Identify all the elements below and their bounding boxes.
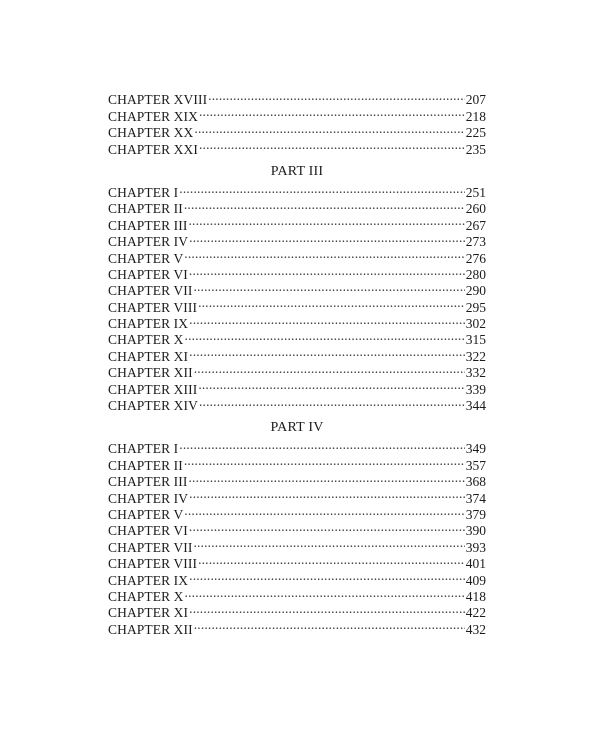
- toc-entry[interactable]: [108, 263, 486, 279]
- page-number: 218: [465, 108, 486, 121]
- toc-entry[interactable]: [108, 377, 486, 393]
- chapter-label: CHAPTER XI: [108, 348, 189, 361]
- chapter-label: CHAPTER III: [108, 217, 188, 230]
- page-number: 315: [465, 332, 486, 345]
- chapter-label: CHAPTER XIV: [108, 398, 198, 411]
- page-number: 207: [465, 92, 486, 105]
- toc-entry[interactable]: [108, 394, 486, 410]
- toc-entry[interactable]: [108, 486, 486, 502]
- page-number: 368: [465, 474, 486, 487]
- page-number: 235: [465, 141, 486, 154]
- page-number: 273: [465, 234, 486, 247]
- toc-entry-list: [108, 437, 486, 634]
- toc-entry[interactable]: [108, 121, 486, 137]
- page-number: 302: [465, 316, 486, 329]
- toc-entry[interactable]: [108, 568, 486, 584]
- dot-leader: [194, 121, 464, 137]
- toc-entry[interactable]: [108, 503, 486, 519]
- page-number: 344: [465, 398, 486, 411]
- dot-leader: [208, 88, 465, 104]
- page-number: 280: [465, 266, 486, 279]
- dot-leader: [189, 601, 465, 617]
- dot-leader: [179, 437, 464, 453]
- toc-entry[interactable]: [108, 104, 486, 120]
- page-number: 432: [465, 621, 486, 634]
- page-number: 290: [465, 283, 486, 296]
- chapter-label: CHAPTER I: [108, 184, 179, 197]
- dot-leader: [188, 470, 464, 486]
- page-number: 322: [465, 348, 486, 361]
- dot-leader: [188, 213, 464, 229]
- toc-entry[interactable]: [108, 181, 486, 197]
- dot-leader: [189, 344, 465, 360]
- dot-leader: [198, 377, 464, 393]
- page-number: 225: [465, 125, 486, 138]
- toc-entry[interactable]: [108, 295, 486, 311]
- toc-entry[interactable]: [108, 361, 486, 377]
- page-number: 409: [465, 572, 486, 585]
- dot-leader: [193, 279, 464, 295]
- dot-leader: [198, 552, 465, 568]
- dot-leader: [189, 312, 465, 328]
- chapter-label: CHAPTER II: [108, 201, 183, 214]
- page-number: 332: [465, 365, 486, 378]
- dot-leader: [199, 104, 465, 120]
- toc-entry[interactable]: [108, 279, 486, 295]
- chapter-label: CHAPTER II: [108, 457, 183, 470]
- table-of-contents: [108, 88, 486, 634]
- toc-section-continued: [108, 88, 486, 154]
- page-number: 267: [465, 217, 486, 230]
- dot-leader: [185, 585, 465, 601]
- chapter-label: CHAPTER VII: [108, 283, 193, 296]
- toc-entry[interactable]: [108, 470, 486, 486]
- toc-entry-list: [108, 88, 486, 154]
- page-number: 374: [465, 490, 486, 503]
- dot-leader: [184, 503, 464, 519]
- dot-leader: [189, 230, 465, 246]
- part-heading: PART IV: [270, 420, 324, 436]
- chapter-label: CHAPTER VIII: [108, 556, 198, 569]
- chapter-label: CHAPTER III: [108, 474, 188, 487]
- toc-section-part-iv: [108, 419, 486, 634]
- dot-leader: [198, 295, 465, 311]
- dot-leader: [189, 263, 465, 279]
- page-number: 393: [465, 539, 486, 552]
- toc-entry[interactable]: [108, 88, 486, 104]
- toc-entry[interactable]: [108, 197, 486, 213]
- page-number: 295: [465, 299, 486, 312]
- dot-leader: [194, 361, 465, 377]
- page-number: 357: [465, 457, 486, 470]
- chapter-label: CHAPTER IV: [108, 234, 189, 247]
- chapter-label: CHAPTER V: [108, 250, 184, 263]
- dot-leader: [189, 486, 465, 502]
- toc-entry[interactable]: [108, 453, 486, 469]
- chapter-label: CHAPTER I: [108, 441, 179, 454]
- page-number: 349: [465, 441, 486, 454]
- toc-entry[interactable]: [108, 246, 486, 262]
- chapter-label: CHAPTER VI: [108, 523, 188, 536]
- chapter-label: CHAPTER XII: [108, 365, 193, 378]
- dot-leader: [185, 328, 465, 344]
- dot-leader: [184, 197, 465, 213]
- dot-leader: [189, 519, 465, 535]
- toc-entry[interactable]: [108, 552, 486, 568]
- dot-leader: [189, 568, 465, 584]
- chapter-label: CHAPTER X: [108, 588, 184, 601]
- toc-entry[interactable]: [108, 344, 486, 360]
- page-number: 401: [465, 556, 486, 569]
- page-number: 379: [465, 506, 486, 519]
- chapter-label: CHAPTER XVIII: [108, 92, 208, 105]
- dot-leader: [199, 137, 465, 153]
- toc-entry[interactable]: [108, 437, 486, 453]
- page-number: 251: [465, 184, 486, 197]
- page-number: 339: [465, 381, 486, 394]
- chapter-label: CHAPTER IV: [108, 490, 189, 503]
- toc-entry[interactable]: [108, 312, 486, 328]
- chapter-label: CHAPTER VIII: [108, 299, 198, 312]
- chapter-label: CHAPTER X: [108, 332, 184, 345]
- dot-leader: [194, 617, 465, 633]
- toc-entry[interactable]: [108, 230, 486, 246]
- chapter-label: CHAPTER V: [108, 506, 184, 519]
- page-number: 390: [465, 523, 486, 536]
- toc-entry[interactable]: [108, 535, 486, 551]
- page-number: 422: [465, 605, 486, 618]
- toc-entry[interactable]: [108, 617, 486, 633]
- toc-entry[interactable]: [108, 519, 486, 535]
- chapter-label: CHAPTER XXI: [108, 141, 198, 154]
- toc-entry-list: [108, 181, 486, 410]
- chapter-label: CHAPTER IX: [108, 572, 189, 585]
- page-number: 276: [465, 250, 486, 263]
- toc-entry[interactable]: [108, 213, 486, 229]
- chapter-label: CHAPTER XX: [108, 125, 194, 138]
- chapter-label: CHAPTER XI: [108, 605, 189, 618]
- toc-entry[interactable]: [108, 328, 486, 344]
- chapter-label: CHAPTER XIII: [108, 381, 198, 394]
- chapter-label: CHAPTER VI: [108, 266, 188, 279]
- part-heading: PART III: [270, 163, 324, 179]
- chapter-label: CHAPTER XIX: [108, 108, 198, 121]
- toc-section-part-iii: [108, 163, 486, 410]
- chapter-label: CHAPTER IX: [108, 316, 189, 329]
- chapter-label: CHAPTER VII: [108, 539, 193, 552]
- chapter-label: CHAPTER XII: [108, 621, 193, 634]
- dot-leader: [199, 394, 465, 410]
- toc-entry[interactable]: [108, 137, 486, 153]
- toc-entry[interactable]: [108, 585, 486, 601]
- toc-entry[interactable]: [108, 601, 486, 617]
- dot-leader: [193, 535, 464, 551]
- page-number: 260: [465, 201, 486, 214]
- dot-leader: [184, 246, 464, 262]
- dot-leader: [184, 453, 465, 469]
- page-number: 418: [465, 588, 486, 601]
- dot-leader: [179, 181, 464, 197]
